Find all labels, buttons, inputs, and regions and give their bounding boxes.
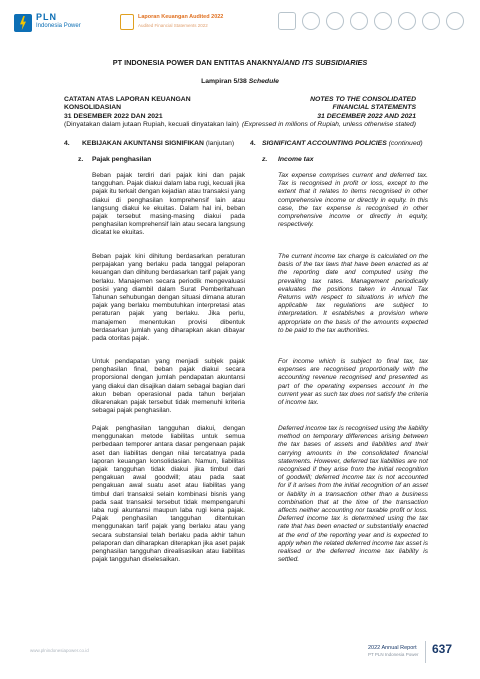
footer-url: www.plnindonesiapower.co.id	[30, 648, 89, 653]
subsection-heading-id: z. Pajak penghasilan	[78, 156, 152, 163]
company-title: PT INDONESIA POWER DAN ENTITAS ANAKNYA/AND ITS SUBSIDIARIES	[112, 58, 368, 67]
notes-heading-id: CATATAN ATAS LAPORAN KEUANGAN KONSOLIDASIAN 31 DESEMBER 2022 DAN 2021 (Dinyatakan dalam jutaan Rupiah, kecuali dinyatakan lain)	[64, 96, 239, 128]
schedule-label: Lampiran 5/38 Schedule	[201, 78, 279, 85]
paragraph-en-2: The current income tax charge is calculated on the basis of the tax laws that have been enacted as at the reporting date and computed using the prevailing tax rates. Management periodically evaluates the positions taken in Annual Tax Returns with respect to situations in which the applicable tax regulations are subject to interpretation. It establishes a provision where appropriate on the basis of the amounts expected to be paid to the tax authorities.	[278, 253, 428, 334]
nav-section-icon-4[interactable]	[374, 12, 392, 30]
page-header	[0, 0, 480, 46]
pln-logo-icon	[14, 14, 32, 32]
notes-heading-en: NOTES TO THE CONSOLIDATED FINANCIAL STATEMENTS 31 DECEMBER 2022 AND 2021 (Expressed in millions of Rupiah, unless otherwise stated)	[241, 96, 416, 128]
report-title: Laporan Keuangan Audited 2022	[138, 14, 224, 20]
report-subtitle: Audited Financial Statements 2022	[138, 23, 208, 28]
paragraph-en-1: Tax expense comprises current and deferred tax. Tax is recognised in profit or loss, except to the extent that it relates to items recognised in other comprehensive income or directly in equity. In this case, the tax expense is recognised in other comprehensive income or directly in equity, respectively.	[278, 172, 428, 229]
nav-section-icon-5[interactable]	[398, 12, 416, 30]
paragraph-id-2: Beban pajak kini dihitung berdasarkan peraturan perpajakan yang berlaku pada tanggal pelaporan keuangan dan dihitung berdasarkan tarif pajak yang berlaku. Manajemen secara periodik mengevaluasi posisi yang diambil dalam Surat Pemberitahuan Tahunan sehubungan dengan situasi dimana aturan pajak yang berlaku membutuhkan interpretasi atas peraturan pajak yang berlaku. Jika perlu, manajemen menentukan provisi dibentuk berdasarkan jumlah yang diharapkan akan dibayar pada otoritas pajak.	[92, 253, 245, 343]
paragraph-id-3: Untuk pendapatan yang menjadi subjek pajak penghasilan final, beban pajak diakui secara proporsional dengan jumlah pendapatan akuntansi yang diakui dan disajikan dalam sebagai bagian dari akun beban operasional pada tahun berjalan dikarenakan pajak tersebut tidak memenuhi kriteria sebagai pajak penghasilan.	[92, 358, 245, 415]
subsection-heading-en: z. Income tax	[262, 156, 314, 163]
nav-section-icon-7[interactable]	[446, 12, 464, 30]
nav-section-icon-3[interactable]	[350, 12, 368, 30]
page-number: 637	[432, 642, 453, 656]
paragraph-id-1: Beban pajak terdiri dari pajak kini dan pajak tangguhan. Pajak diakui dalam laba rugi, kecuali jika pajak itu terkait dengan kejadian atau transaksi yang diakui di penghasilan komprehensif lain atau langsung diakui ke ekuitas. Dalam hal ini, beban pajak tersebut masing-masing diakui pada penghasilan komprehensif lain atau secara langsung dicatat ke ekuitas.	[92, 172, 245, 237]
nav-section-icon-6[interactable]	[422, 12, 440, 30]
section-heading-en: 4. SIGNIFICANT ACCOUNTING POLICIES (continued)	[250, 140, 423, 147]
section-heading-id: 4. KEBIJAKAN AKUNTANSI SIGNIFIKAN (lanjutan)	[64, 140, 235, 147]
brand-subtitle: Indonesia Power	[36, 23, 81, 29]
nav-home-icon[interactable]	[278, 12, 296, 30]
paragraph-en-4: Deferred income tax is recognised using the liability method on temporary differences arising between the tax bases of assets and liabilities and their carrying amounts in the consolidated financial statements. However, deferred tax liabilities are not recognised if they arise from the initial recognition of goodwill; deferred income tax is not accounted for if it arises from the initial recognition of an asset or liability in a transaction other than a business combination that at the time of the transaction affects neither accounting nor taxable profit or loss. Deferred income tax is determined using the tax rate that has been enacted or substantially enacted at the end of the reporting year and is expected to apply when the related deferred income tax asset is realised or the deferred income tax liability is settled.	[278, 425, 428, 564]
report-book-icon	[120, 14, 134, 30]
paragraph-id-4: Pajak penghasilan tangguhan diakui, dengan menggunakan metode liabilitas untuk semua perbedaan temporer antara dasar pengenaan pajak aset dan liabilitas dengan nilai tercatatnya pada laporan keuangan konsolidasian. Namun, liabilitas pajak tangguhan tidak diakui jika timbul dari pengakuan awal goodwill; atau pada saat pengakuan awal suatu aset atau liabilitas yang timbul dari transaksi selain kombinasi bisnis yang pada saat transaksi tersebut tidak mempengaruhi laba rugi akuntansi maupun laba rugi kena pajak. Pajak penghasilan tangguhan ditentukan menggunakan tarif pajak yang berlaku atau yang secara substansial telah berlaku pada akhir tahun pelaporan dan diharapkan diterapkan jika aset pajak penghasilan tangguhan direalisasikan atau liabilitas pajak tangguhan diselesaikan.	[92, 425, 245, 564]
header-icon-row	[278, 12, 464, 30]
footer-company: PT PLN Indonesia Power	[368, 652, 419, 657]
brand-name: PLN	[36, 12, 57, 22]
paragraph-en-3: For income which is subject to final tax, tax expenses are recognised proportionally with the accounting revenue recognised and presented as part of the operating expenses account in the current year as such tax does not satisfy the criteria of income tax.	[278, 358, 428, 407]
nav-section-icon-2[interactable]	[326, 12, 344, 30]
footer-report-title: 2022 Annual Report	[368, 645, 417, 651]
nav-section-icon-1[interactable]	[302, 12, 320, 30]
footer-divider	[425, 641, 426, 663]
